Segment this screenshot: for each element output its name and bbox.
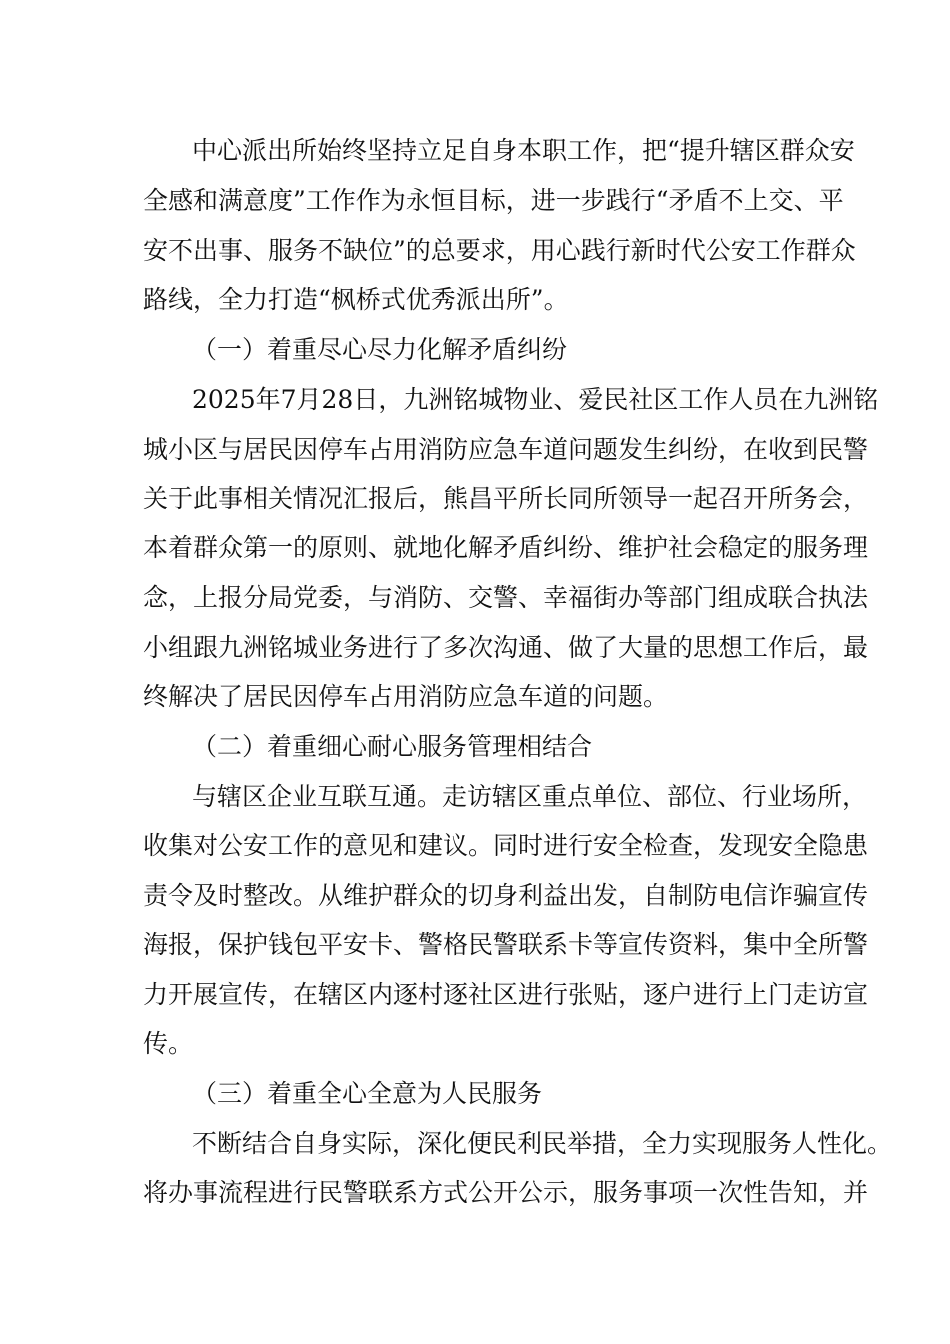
paragraph-line: 将办事流程进行民警联系方式公开公示，服务事项一次性告知，并 xyxy=(143,1178,869,1207)
paragraph-line: 不断结合自身实际，深化便民利民举措，全力实现服务人性化。 xyxy=(192,1129,893,1158)
paragraph-line: 与辖区企业互联互通。走访辖区重点单位、部位、行业场所， xyxy=(192,782,868,811)
paragraph-line: 海报，保护钱包平安卡、警格民警联系卡等宣传资料，集中全所警 xyxy=(143,930,869,959)
paragraph-line: 本着群众第一的原则、就地化解矛盾纠纷、维护社会稳定的服务理 xyxy=(143,533,869,562)
paragraph-line: 责令及时整改。从维护群众的切身利益出发，自制防电信诈骗宣传 xyxy=(143,881,869,910)
section-heading-2: （二）着重细心耐心服务管理相结合 xyxy=(192,732,593,761)
paragraph-line: 全感和满意度”工作作为永恒目标，进一步践行“矛盾不上交、平 xyxy=(143,186,844,215)
section-heading-1: （一）着重尽心尽力化解矛盾纠纷 xyxy=(192,335,568,364)
paragraph-line: 安不出事、服务不缺位”的总要求，用心践行新时代公安工作群众 xyxy=(143,236,856,265)
paragraph-line: 2025年7月28日，九洲铭城物业、爱民社区工作人员在九洲铭 xyxy=(192,385,879,414)
paragraph-line: 念，上报分局党委，与消防、交警、幸福街办等部门组成联合执法 xyxy=(143,583,869,612)
paragraph-line: 终解决了居民因停车占用消防应急车道的问题。 xyxy=(143,682,669,711)
paragraph-line: 路线，全力打造“枫桥式优秀派出所”。 xyxy=(143,285,569,314)
paragraph-line: 关于此事相关情况汇报后，熊昌平所长同所领导一起召开所务会， xyxy=(143,484,869,513)
paragraph-line: 力开展宣传，在辖区内逐村逐社区进行张贴，逐户进行上门走访宣 xyxy=(143,980,869,1009)
paragraph-line: 小组跟九洲铭城业务进行了多次沟通、做了大量的思想工作后，最 xyxy=(143,633,869,662)
paragraph-line: 中心派出所始终坚持立足自身本职工作，把“提升辖区群众安 xyxy=(192,136,855,165)
section-heading-3: （三）着重全心全意为人民服务 xyxy=(192,1079,543,1108)
paragraph-line: 收集对公安工作的意见和建议。同时进行安全检查，发现安全隐患 xyxy=(143,831,869,860)
paragraph-line: 城小区与居民因停车占用消防应急车道问题发生纠纷，在收到民警 xyxy=(143,435,869,464)
paragraph-line: 传。 xyxy=(143,1029,194,1058)
